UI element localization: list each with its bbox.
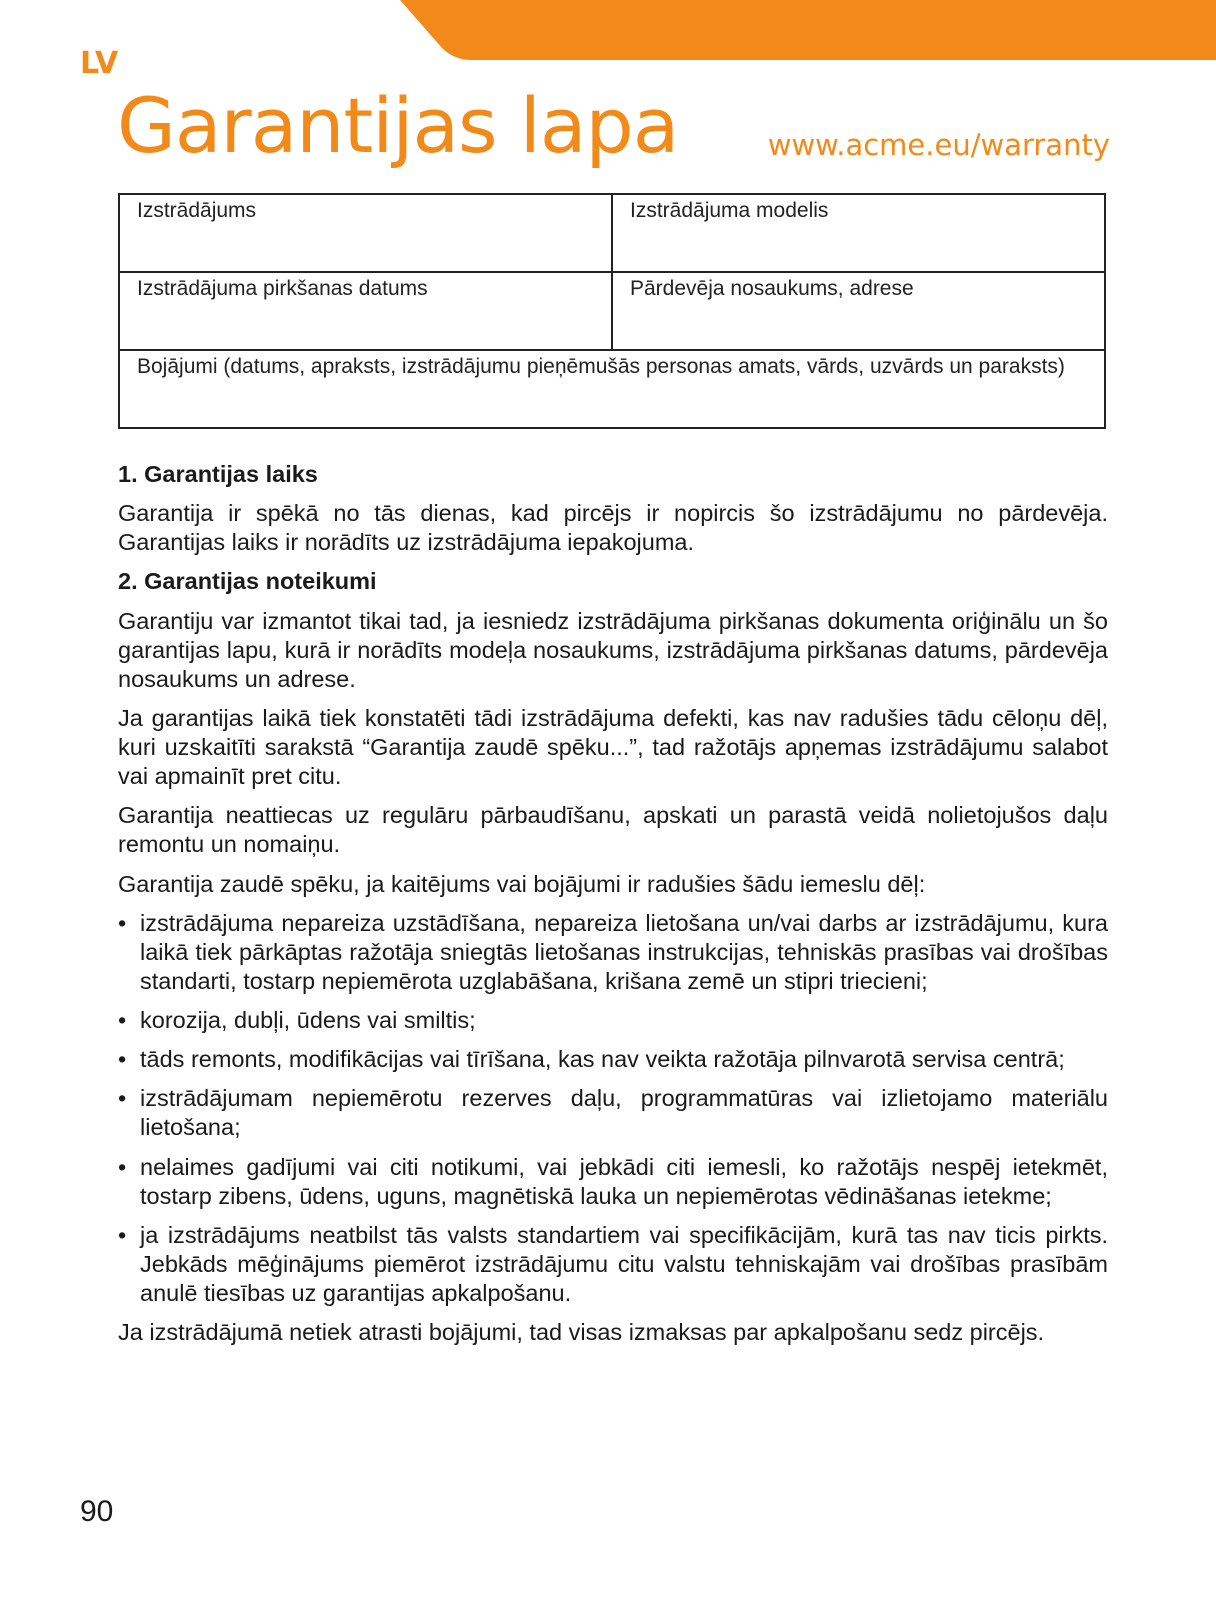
section-2-paragraph-3: Garantija neattiecas uz regulāru pārbaudīšanu, apskati un parastā veidā nolietojušos daļu remontu un nomaiņu. — [118, 802, 1108, 858]
page-title: Garantijas lapa — [117, 81, 679, 170]
list-item: • ja izstrādājums neatbilst tās valsts standartiem vai specifikācijām, kurā tas nav ticis pirkts. Jebkāds mēģinājums piemērot izstrādājumu citu valstu tehniskajām vai drošības prasībām anulē tiesības uz garantijas apkalpošanu. — [118, 1221, 1108, 1306]
warranty-url: www.acme.eu/warranty — [767, 128, 1110, 162]
list-item: • korozija, dubļi, ūdens vai smiltis; — [118, 1006, 1108, 1035]
list-item: • izstrādājuma nepareiza uzstādīšana, nepareiza lietošana un/vai darbs ar izstrādājumu, kura laikā tiek pārkāptas ražotāja sniegtās lietošanas instrukcijas, tehniskās prasības vai drošības standarti, tostarp nepiemērota uzglabāšana, krišana zemē un stipri triecieni; — [118, 909, 1108, 994]
bullet-icon: • — [118, 1221, 127, 1248]
warranty-terms — [118, 460, 1108, 1357]
header-tab-decoration — [400, 0, 1216, 60]
damages-label: Bojājumi (datums, apraksts, izstrādājumu pieņēmušās personas amats, vārds, uzvārds un paraksts) — [137, 355, 1065, 378]
model-field[interactable] — [612, 194, 1105, 272]
section-2-paragraph-4: Garantija zaudē spēku, ja kaitējums vai bojājumi ir radušies šādu iemeslu dēļ: — [118, 870, 926, 897]
bullet-icon: • — [118, 909, 127, 936]
seller-label: Pārdevēja nosaukums, adrese — [630, 277, 914, 300]
section-1-heading: 1. Garantijas laiks — [118, 461, 318, 487]
bullet-icon: • — [118, 1153, 127, 1180]
language-label: LV — [80, 46, 119, 81]
seller-field[interactable] — [612, 272, 1105, 350]
list-item: • izstrādājumam nepiemērotu rezerves daļu, programmatūras vai izlietojamo materiālu lietošana; — [118, 1085, 1108, 1141]
bullet-icon: • — [118, 1046, 127, 1073]
section-2-paragraph-2: Ja garantijas laikā tiek konstatēti tādi izstrādājuma defekti, kas nav radušies tādu cēloņu dēļ, kuri uzskaitīti sarakstā “Garantija zaudē spēku...”, tad ražotājs apņemas izstrādājumu salabot vai apmainīt pret citu. — [118, 704, 1108, 790]
bullet-icon: • — [118, 1085, 127, 1112]
section-2-paragraph-1: Garantiju var izmantot tikai tad, ja iesniedz izstrādājuma pirkšanas dokumenta oriģinālu un šo garantijas lapu, kurā ir norādīts modeļa nosaukums, izstrādājuma pirkšanas datums, pārdevēja nosaukums un adrese. — [118, 607, 1108, 692]
warranty-form-table — [118, 193, 1106, 429]
list-item: • nelaimes gadījumi vai citi notikumi, vai jebkādi citi iemesli, ko ražotājs nespēj ietekmēt, tostarp zibens, ūdens, uguns, magnētiskā lauka un nepiemērotas vēdināšanas ietekme; — [118, 1153, 1108, 1209]
model-label: Izstrādājuma modelis — [630, 199, 829, 222]
product-label: Izstrādājums — [137, 199, 257, 222]
void-conditions-list — [118, 909, 1108, 1309]
damages-field[interactable] — [119, 350, 1105, 428]
page-number: 90 — [80, 1495, 114, 1528]
section-2-final-paragraph: Ja izstrādājumā netiek atrasti bojājumi, tad visas izmaksas par apkalpošanu sedz pircējs. — [118, 1319, 1045, 1346]
section-1-paragraph: Garantija ir spēkā no tās dienas, kad pircējs ir nopircis šo izstrādājumu no pārdevēja. Garantijas laiks ir norādīts uz izstrādājuma iepakojuma. — [118, 500, 1108, 556]
purchase-date-field[interactable] — [119, 272, 612, 350]
bullet-icon: • — [118, 1007, 127, 1033]
product-field[interactable] — [119, 194, 612, 272]
purchase-date-label: Izstrādājuma pirkšanas datums — [137, 277, 428, 300]
list-item: • tāds remonts, modifikācijas vai tīrīšana, kas nav veikta ražotāja pilnvarotā servisa centrā; — [118, 1045, 1108, 1074]
section-2-heading: 2. Garantijas noteikumi — [118, 568, 377, 595]
